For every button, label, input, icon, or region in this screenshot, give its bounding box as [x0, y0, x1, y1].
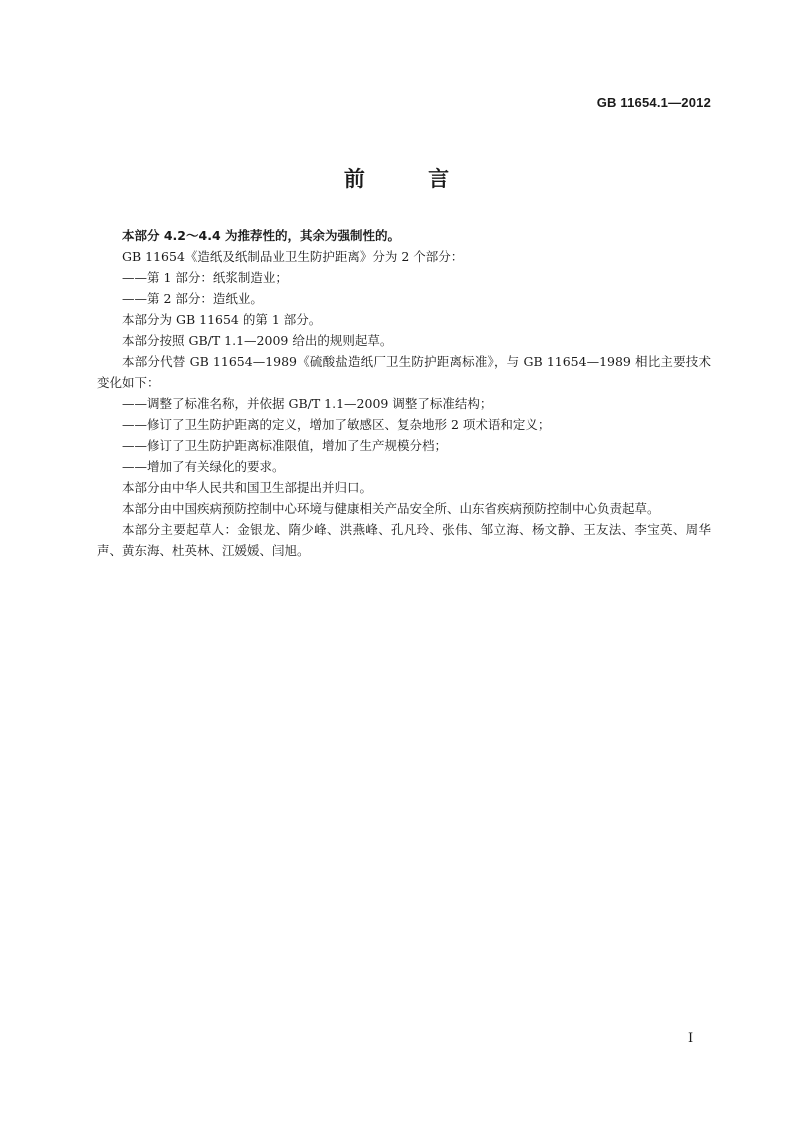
standard-code: GB 11654.1—2012 — [596, 95, 711, 110]
page-number: I — [688, 1031, 694, 1046]
list-item-change-1: ——调整了标准名称，并依据 GB/T 1.1—2009 调整了标准结构； — [122, 396, 493, 411]
paragraph-normative-note: 本部分 4.2～4.4 为推荐性的，其余为强制性的。 — [122, 228, 400, 243]
list-item-change-2: ——修订了卫生防护距离的定义，增加了敏感区、复杂地形 2 项术语和定义； — [122, 417, 551, 432]
foreword-body — [97, 225, 711, 561]
paragraph-parts-intro: GB 11654《造纸及纸制品业卫生防护距离》分为 2 个部分： — [122, 249, 464, 264]
paragraph-drafters: 本部分主要起草人：金银龙、隋少峰、洪燕峰、孔凡玲、张伟、邹立海、杨文静、王友法、李宝英、周华声、黄东海、杜英林、江媛媛、闫旭。 — [97, 522, 711, 558]
paragraph-this-part: 本部分为 GB 11654 的第 1 部分。 — [122, 312, 322, 327]
list-item-part-2: ——第 2 部分：造纸业。 — [122, 291, 263, 306]
page-title: 前 言 — [343, 167, 478, 191]
paragraph-drafted-by-orgs: 本部分由中国疾病预防控制中心环境与健康相关产品安全所、山东省疾病预防控制中心负责起草。 — [122, 501, 660, 516]
paragraph-replaces: 本部分代替 GB 11654—1989《硫酸盐造纸厂卫生防护距离标准》，与 GB 11654—1989 相比主要技术变化如下： — [97, 354, 711, 390]
list-item-part-1: ——第 1 部分：纸浆制造业； — [122, 270, 288, 285]
list-item-change-3: ——修订了卫生防护距离标准限值，增加了生产规模分档； — [122, 438, 448, 453]
paragraph-proposed-by: 本部分由中华人民共和国卫生部提出并归口。 — [122, 480, 373, 495]
paragraph-drafting-rules: 本部分按照 GB/T 1.1—2009 给出的规则起草。 — [122, 333, 393, 348]
list-item-change-4: ——增加了有关绿化的要求。 — [122, 459, 285, 474]
